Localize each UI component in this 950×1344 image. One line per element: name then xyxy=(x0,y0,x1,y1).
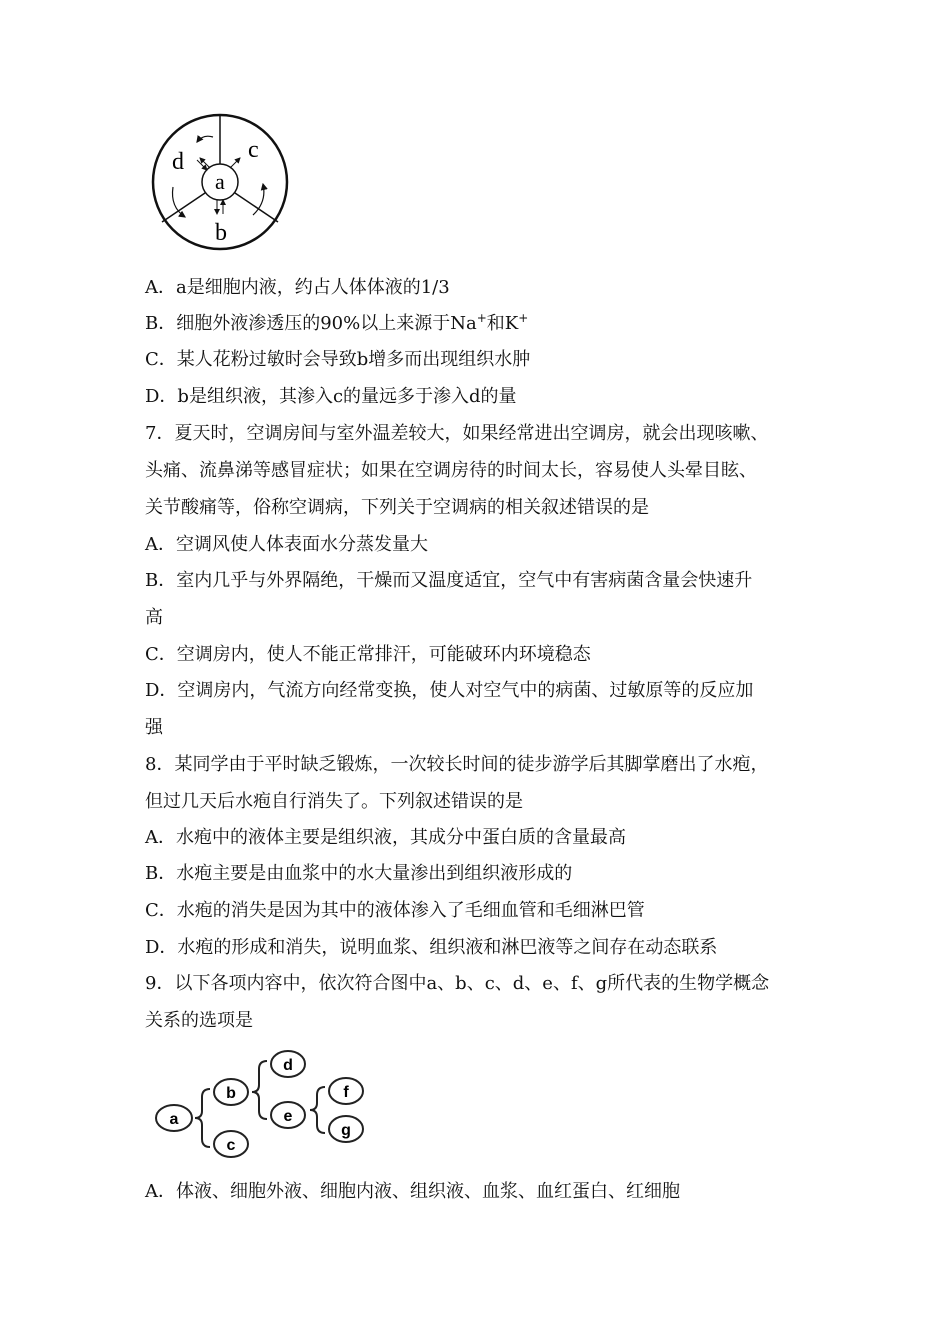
brace-e xyxy=(310,1087,325,1133)
q8-option-d: D．水疱的形成和消失，说明血浆、组织液和淋巴液等之间存在动态联系 xyxy=(145,937,718,958)
q6-option-b-text: B．细胞外液渗透压的90%以上来源于Na xyxy=(145,313,477,334)
node-d-label: d xyxy=(283,1057,293,1074)
q6-option-c: C．某人花粉过敏时会导致b增多而出现组织水肿 xyxy=(145,349,531,370)
node-b-label: b xyxy=(226,1085,236,1102)
concept-hierarchy-diagram xyxy=(150,1047,370,1162)
q8-option-b: B．水疱主要是由血浆中的水大量渗出到组织液形成的 xyxy=(145,863,573,884)
node-f-label: f xyxy=(343,1084,349,1101)
node-e-label: e xyxy=(283,1108,293,1125)
q7-stem-1: 7．夏天时，空调房间与室外温差较大，如果经常进出空调房，就会出现咳嗽、 xyxy=(145,423,769,444)
q6-option-b-mid: 和K xyxy=(486,313,519,334)
q6-option-b xyxy=(145,312,528,336)
q6-option-d: D．b是组织液，其渗入c的量远多于渗入d的量 xyxy=(145,386,517,407)
q7-option-b-cont: 高 xyxy=(145,607,163,628)
q6-option-a: A．a是细胞内液，约占人体体液的1/3 xyxy=(145,277,450,298)
q7-option-a: A．空调风使人体表面水分蒸发量大 xyxy=(145,534,428,555)
node-a-label: a xyxy=(169,1111,179,1128)
q7-option-b: B．室内几乎与外界隔绝，干燥而又温度适宜，空气中有害病菌含量会快速升 xyxy=(145,570,753,591)
q8-option-c: C．水疱的消失是因为其中的液体渗入了毛细血管和毛细淋巴管 xyxy=(145,900,645,921)
node-g-label: g xyxy=(341,1122,351,1139)
k-charge: + xyxy=(518,311,529,325)
brace-a xyxy=(195,1089,210,1147)
fluid-compartment-diagram xyxy=(145,112,295,252)
label-b: b xyxy=(215,220,227,246)
q7-option-d-cont: 强 xyxy=(145,717,163,738)
q9-stem-2: 关系的选项是 xyxy=(145,1010,253,1031)
q7-stem-3: 关节酸痛等，俗称空调病，下列关于空调病的相关叙述错误的是 xyxy=(145,497,649,518)
q8-stem-2: 但过几天后水疱自行消失了。下列叙述错误的是 xyxy=(145,791,523,812)
q7-option-c: C．空调房内，使人不能正常排汗，可能破环内环境稳态 xyxy=(145,644,591,665)
label-d: d xyxy=(172,149,184,175)
q7-option-d: D．空调房内，气流方向经常变换，使人对空气中的病菌、过敏原等的反应加 xyxy=(145,680,754,701)
q8-stem-1: 8．某同学由于平时缺乏锻炼，一次较长时间的徒步游学后其脚掌磨出了水疱， xyxy=(145,754,769,775)
na-charge: + xyxy=(476,311,487,325)
brace-b xyxy=(252,1061,267,1119)
q7-stem-2: 头痛、流鼻涕等感冒症状；如果在空调房待的时间太长，容易使人头晕目眩、 xyxy=(145,460,757,481)
q8-option-a: A．水疱中的液体主要是组织液，其成分中蛋白质的含量最高 xyxy=(145,827,626,848)
label-c: c xyxy=(248,137,259,163)
q9-stem-1: 9．以下各项内容中，依次符合图中a、b、c、d、e、f、g所代表的生物学概念 xyxy=(145,973,770,994)
q9-option-a: A．体液、细胞外液、细胞内液、组织液、血浆、血红蛋白、红细胞 xyxy=(145,1181,680,1202)
label-a: a xyxy=(215,169,225,194)
node-c-label: c xyxy=(226,1137,236,1154)
